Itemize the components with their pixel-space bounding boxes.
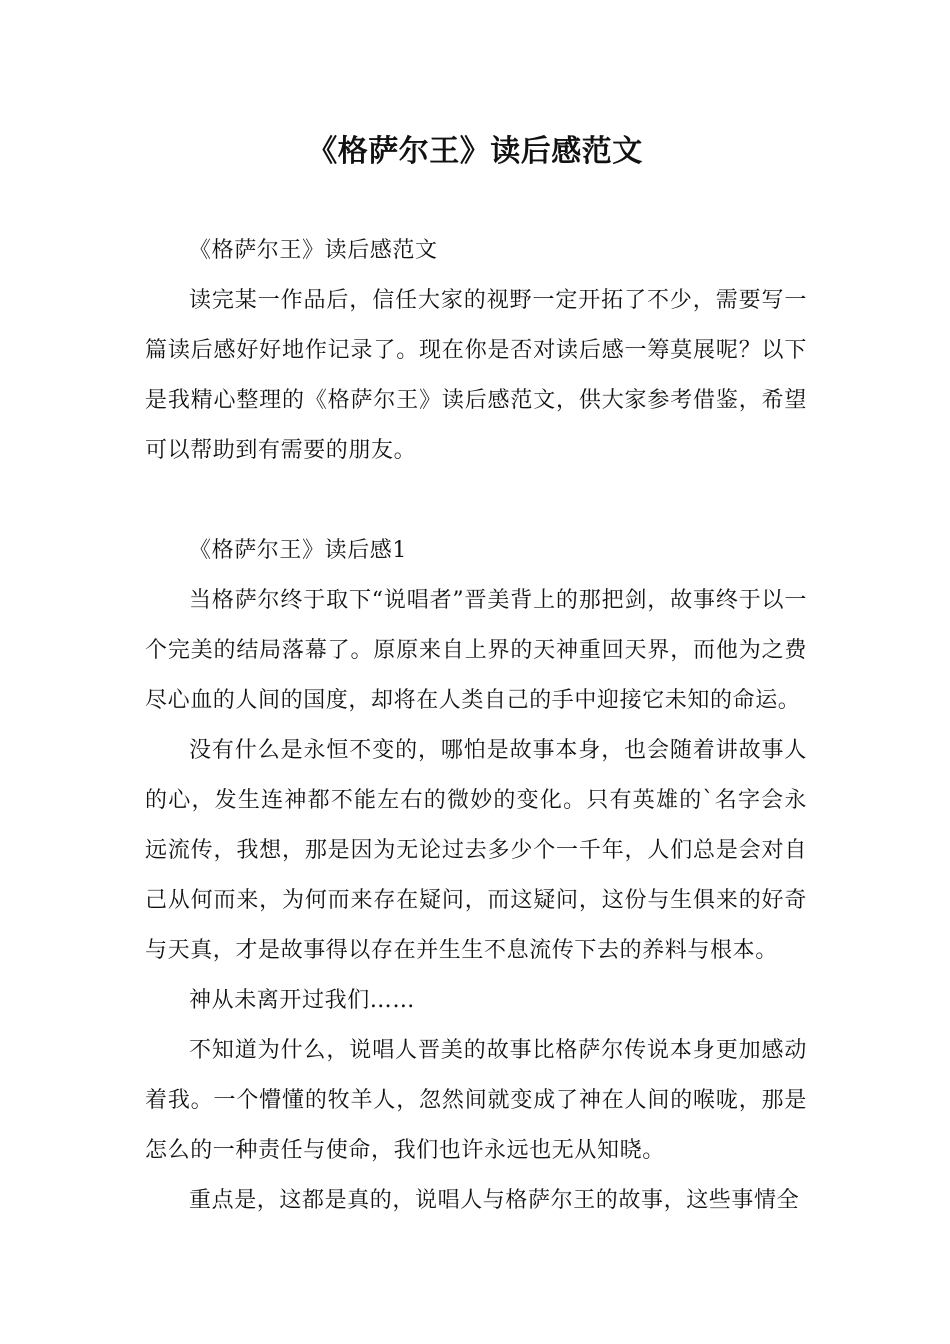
section-1-paragraph: 神从未离开过我们…… bbox=[189, 988, 416, 1013]
section-1-paragraph: 重点是，这都是真的，说唱人与格萨尔王的故事，这些事情全 bbox=[189, 1188, 800, 1213]
section-1-heading: 《格萨尔王》读后感1 bbox=[189, 538, 407, 563]
section-1-paragraph: 不知道为什么，说唱人晋美的故事比格萨尔传说本身更加感动着我。一个懵懂的牧羊人，忽然间就变成了神在人间的喉咙，那是怎么的一种责任与使命，我们也许永远也无从知晓。 bbox=[145, 1038, 807, 1163]
section-1-paragraph: 当格萨尔终于取下“说唱者”晋美背上的那把剑，故事终于以一个完美的结局落幕了。原原来自上界的天神重回天界，而他为之费尽心血的人间的国度，却将在人类自己的手中迎接它未知的命运。 bbox=[145, 588, 807, 713]
intro-paragraph: 读完某一作品后，信任大家的视野一定开拓了不少，需要写一篇读后感好好地作记录了。现在你是否对读后感一筹莫展呢？以下是我精心整理的《格萨尔王》读后感范文，供大家参考借鉴，希望可以帮助到有需要的朋友。 bbox=[145, 288, 807, 463]
document-title: 《格萨尔王》读后感范文 bbox=[307, 134, 643, 169]
section-1-paragraph: 没有什么是永恒不变的，哪怕是故事本身，也会随着讲故事人的心，发生连神都不能左右的微妙的变化。只有英雄的`名字会永远流传，我想，那是因为无论过去多少个一千年，人们总是会对自己从何而来，为何而来存在疑问，而这疑问，这份与生俱来的好奇与天真，才是故事得以存在并生生不息流传下去的养料与根本。 bbox=[145, 738, 807, 963]
intro-section bbox=[145, 226, 807, 476]
section-1 bbox=[145, 526, 807, 1226]
intro-heading: 《格萨尔王》读后感范文 bbox=[189, 238, 438, 263]
